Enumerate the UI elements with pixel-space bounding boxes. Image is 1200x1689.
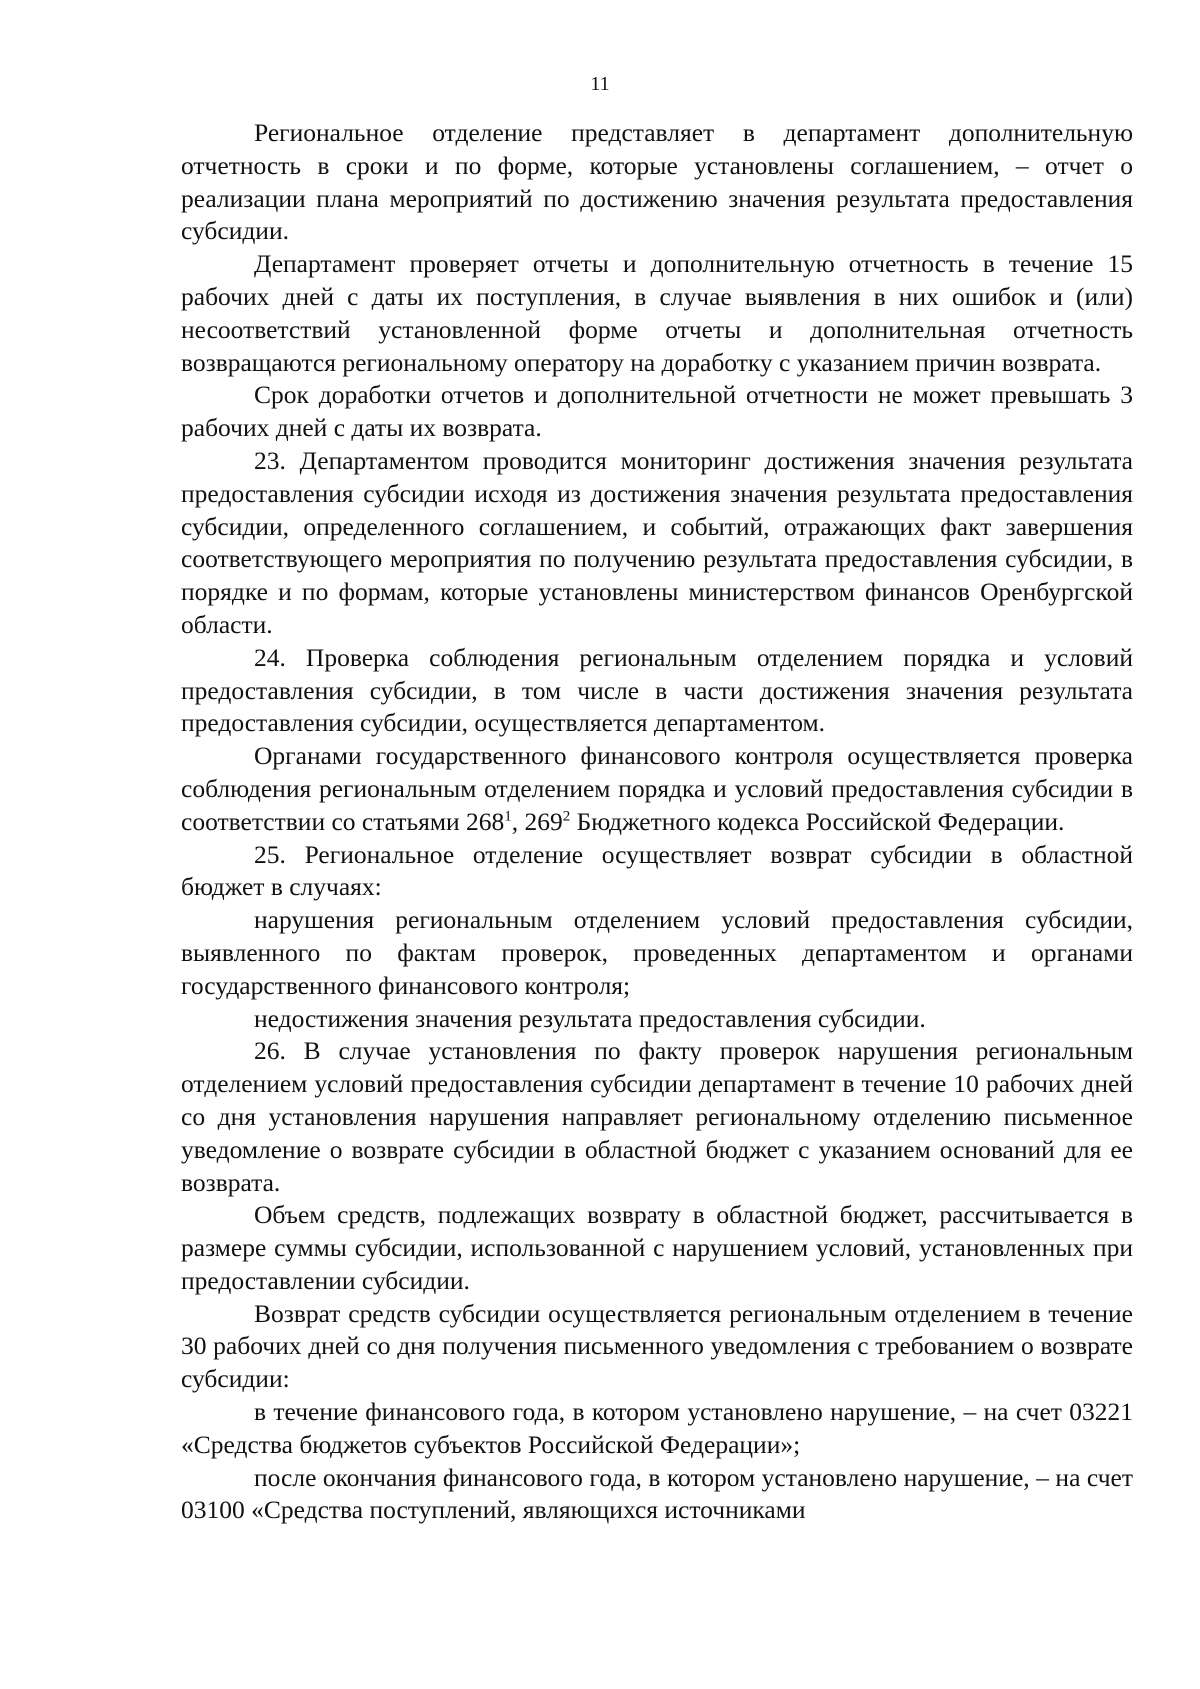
paragraph: 23. Департаментом проводится мониторинг достижения значения результата предоставления субсидии исходя из достижения значения результата предоставления субсидии, определенного соглашением, и событий, отражающих факт завершения соответствующего мероприятия по получению результата предоставления субсидии, в порядке и по формам, которые установлены министерством финансов Оренбургской области. <box>181 445 1133 639</box>
paragraph: 26. В случае установления по факту проверок нарушения региональным отделением условий предоставления субсидии департамент в течение 10 рабочих дней со дня установления нарушения направляет региональному отделению письменное уведомление о возврате субсидии в областной бюджет с указанием оснований для ее возврата. <box>181 1036 1133 1197</box>
statute-text-middle: , 269 <box>511 806 563 836</box>
page-number: 11 <box>590 73 610 95</box>
paragraph: недостижения значения результата предоставления субсидии. <box>254 1003 926 1033</box>
superscript-1: 1 <box>504 808 512 825</box>
paragraph: нарушения региональным отделением условий предоставления субсидии, выявленного по фактам проверок, проведенных департаментом и органами государственного финансового контроля; <box>181 905 1133 1000</box>
paragraph-statute-reference <box>181 740 1133 838</box>
paragraph: 25. Региональное отделение осуществляет возврат субсидии в областной бюджет в случаях: <box>181 839 1133 902</box>
paragraph: Возврат средств субсидии осуществляется региональным отделением в течение 30 рабочих дней со дня получения письменного уведомления с требованием о возврате субсидии: <box>181 1298 1133 1394</box>
paragraph: 24. Проверка соблюдения региональным отделением порядка и условий предоставления субсидии, в том числе в части достижения значения результата предоставления субсидии, осуществляется департаментом. <box>181 642 1133 738</box>
paragraph: Срок доработки отчетов и дополнительной отчетности не может превышать 3 рабочих дней с даты их возврата. <box>181 380 1133 443</box>
document-body <box>181 117 1133 1527</box>
paragraph: Объем средств, подлежащих возврату в областной бюджет, рассчитывается в размере суммы субсидии, использованной с нарушением условий, установленных при предоставлении субсидии. <box>181 1200 1133 1295</box>
superscript-2: 2 <box>562 808 571 825</box>
paragraph: в течение финансового года, в котором установлено нарушение, – на счет 03221 «Средства бюджетов субъектов Российской Федерации»; <box>181 1397 1133 1459</box>
statute-text-before: Органами государственного финансового контроля осуществляется проверка соблюдения региональным отделением порядка и условий предоставления субсидии в соответствии со статьями 268 <box>181 741 1133 836</box>
paragraph: после окончания финансового года, в котором установлено нарушение, – на счет 03100 «Средства поступлений, являющихся источниками <box>181 1462 1133 1525</box>
statute-text-after: Бюджетного кодекса Российской Федерации. <box>570 806 1065 836</box>
paragraph: Региональное отделение представляет в департамент дополнительную отчетность в сроки и по форме, которые установлены соглашением, – отчет о реализации плана мероприятий по достижению значения результата предоставления субсидии. <box>181 118 1133 246</box>
paragraph: Департамент проверяет отчеты и дополнительную отчетность в течение 15 рабочих дней с даты их поступления, в случае выявления в них ошибок и (или) несоответствий установленной форме отчеты и дополнительная отчетность возвращаются региональному оператору на доработку с указанием причин возврата. <box>181 249 1133 377</box>
